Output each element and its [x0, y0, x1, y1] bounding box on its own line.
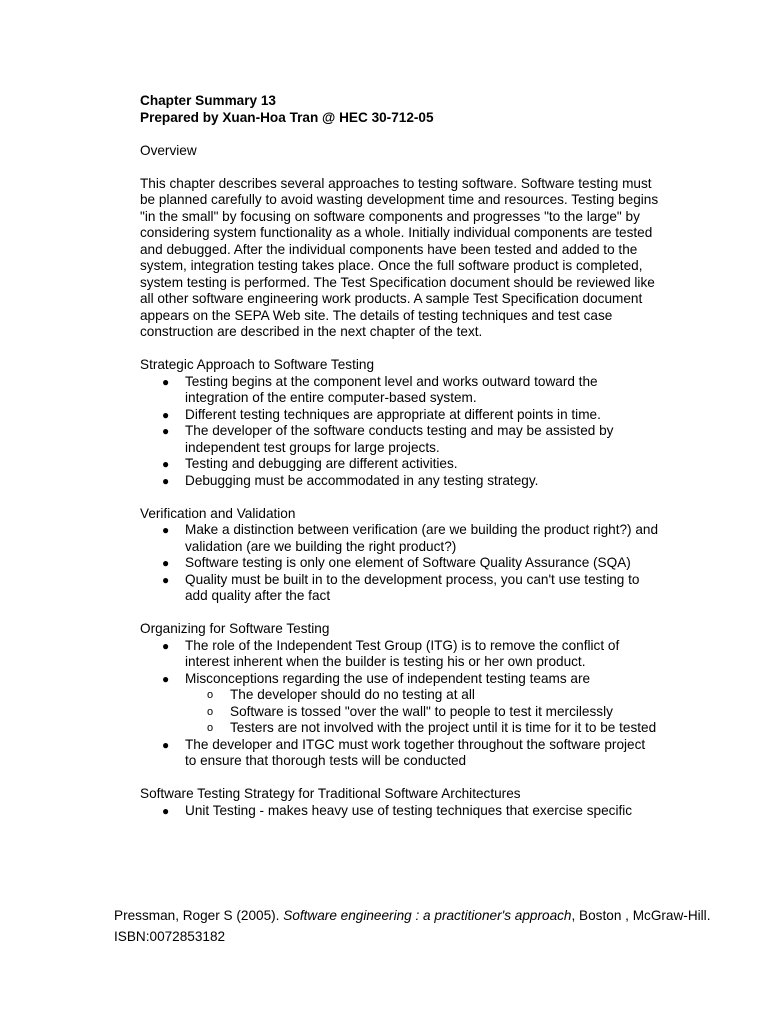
isbn: ISBN:0072853182 [114, 929, 226, 944]
sub-list-item: o The developer should do no testing at all [207, 687, 475, 702]
bullet-icon: ● [162, 424, 170, 438]
list-item: ● The developer and ITGC must work together throughout the software project to ensure that thorough tests will be conducted [162, 736, 646, 768]
page-footer [114, 905, 714, 947]
bullet-icon: ● [162, 572, 170, 587]
circle-bullet-icon: o [207, 705, 214, 718]
bullet-icon: ● [162, 803, 170, 818]
overview-paragraph: This chapter describes several approaches to testing software. Software testing must be planned carefully to avoid wasting development time and resources. Testing begins "in the small" by focusing on software components and progresses "to the large" by considering system functionality as a whole. Initially individual components are tested and debugged. After the individual components have been tested and added to the system, integration testing takes place. Once the full software product is completed, system testing is performed. The Test Specification document should be reviewed like all other software engineering work products. A sample Test Specification document appears on the SEPA Web site. The details of testing techniques and test case construction are described in the next chapter of the text. [140, 175, 659, 339]
list-item: ● Different testing techniques are appropriate at different points in time. [162, 406, 601, 422]
circle-bullet-icon: o [207, 722, 214, 734]
verification-list [140, 522, 660, 605]
document-title: Chapter Summary 13 [140, 93, 276, 108]
citation: Pressman, Roger S (2005). Software engineering : a practitioner's approach, Boston , McGraw-Hill. [114, 908, 711, 923]
traditional-heading: Software Testing Strategy for Traditional Software Architectures [140, 786, 521, 801]
list-item: ● Make a distinction between verification (are we building the product right?) and validation (are we building the right product?) [162, 522, 659, 554]
list-item: ● The developer of the software conducts testing and may be assisted by independent test groups for large projects. [162, 423, 614, 455]
document-page [140, 93, 660, 819]
bullet-icon: ● [162, 556, 170, 570]
list-item: ● Misconceptions regarding the use of independent testing teams are o The developer should do no testing at all o Software is tossed "over the wall" to people to test it mercilessly o Testers are not involved with the project until it is time for it to be tested [140, 671, 660, 737]
list-item: ● Testing begins at the component level and works outward toward the integration of the entire computer-based system. [162, 373, 598, 405]
organizing-heading: Organizing for Software Testing [140, 621, 330, 636]
list-item: ● Testing and debugging are different activities. [162, 456, 458, 471]
bullet-icon: ● [162, 457, 170, 471]
bullet-icon: ● [162, 671, 170, 686]
bullet-icon: ● [162, 374, 170, 389]
sub-list-item: o Testers are not involved with the project until it is time for it to be tested [207, 720, 657, 735]
misconceptions-sublist [185, 687, 660, 737]
traditional-list [140, 803, 660, 820]
list-item: ● Debugging must be accommodated in any testing strategy. [162, 472, 539, 488]
overview-heading: Overview [140, 142, 197, 158]
sub-list-item: o Software is tossed "over the wall" to people to test it mercilessly [207, 703, 613, 719]
list-item: ● The role of the Independent Test Group (ITG) is to remove the conflict of interest inherent when the builder is testing his or her own product. [162, 637, 620, 669]
document-author-line: Prepared by Xuan-Hoa Tran @ HEC 30-712-05 [140, 109, 434, 125]
book-title: Software engineering : a practitioner's approach [283, 908, 572, 923]
list-item: ● Software testing is only one element of Software Quality Assurance (SQA) [162, 555, 631, 570]
list-item: ● Unit Testing - makes heavy use of testing techniques that exercise specific [162, 802, 633, 818]
bullet-icon: ● [162, 473, 170, 488]
bullet-icon: ● [162, 638, 170, 653]
strategic-heading: Strategic Approach to Software Testing [140, 357, 374, 372]
strategic-list [140, 374, 660, 490]
bullet-icon: ● [162, 737, 170, 752]
list-item: ● Quality must be built in to the development process, you can't use testing to add quality after the fact [162, 571, 640, 603]
verification-heading: Verification and Validation [140, 505, 296, 521]
organizing-list [140, 638, 660, 770]
bullet-icon: ● [162, 523, 170, 537]
circle-bullet-icon: o [207, 689, 214, 701]
bullet-icon: ● [162, 407, 170, 422]
